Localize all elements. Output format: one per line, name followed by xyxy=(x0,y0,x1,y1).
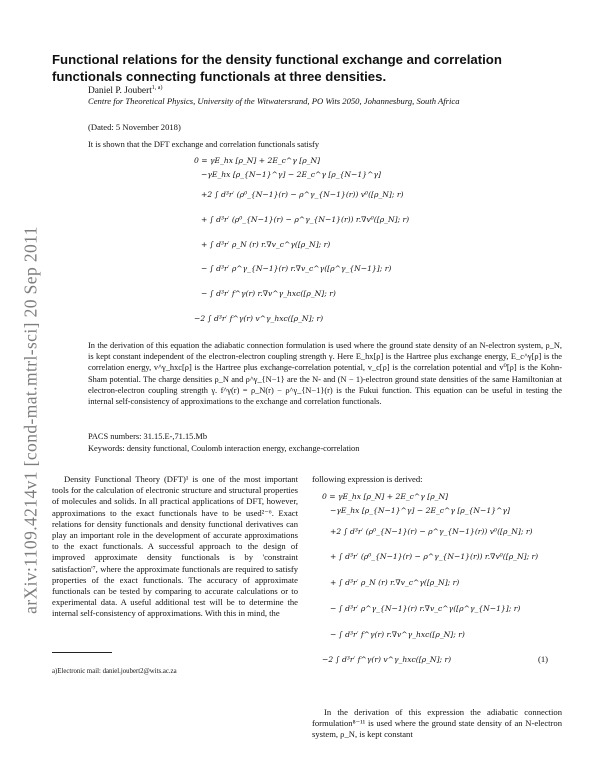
arxiv-identifier: arXiv:1109.4214v1 [cond-mat.mtrl-sci] 20 Sep 2011 xyxy=(20,226,41,614)
affiliation: Centre for Theoretical Physics, University of the Witwatersrand, PO Wits 2050, Johannesburg, South Africa xyxy=(88,96,460,106)
dated-line: (Dated: 5 November 2018) xyxy=(88,122,181,132)
equation-line: −2 ∫ d³r′ f^γ(r) v^γ_hxc([ρ_N]; r) xyxy=(322,655,452,664)
equation-line: −γE_hx [ρ_{N−1}^γ] − 2E_c^γ [ρ_{N−1}^γ] xyxy=(330,506,510,515)
abstract-equation xyxy=(194,156,554,334)
equation-1 xyxy=(322,492,562,702)
equation-line: 0 = γE_hx [ρ_N] + 2E_c^γ [ρ_N] xyxy=(322,492,449,501)
author-footnote-mark: 1, a) xyxy=(151,85,163,91)
equation-line: +2 ∫ d³r′ (ρ⁰_{N−1}(r) − ρ^γ_{N−1}(r)) v⁰([ρ_N]; r) xyxy=(330,527,533,536)
equation-line: − ∫ d³r′ f^γ(r) r.∇v^γ_hxc([ρ_N]; r) xyxy=(330,630,465,639)
equation-number: (1) xyxy=(538,654,549,664)
footnote-rule xyxy=(52,652,112,653)
keywords: Keywords: density functional, Coulomb interaction energy, exchange-correlation xyxy=(88,444,360,453)
body-right-intro: following expression is derived: xyxy=(312,474,423,484)
author-name: Daniel P. Joubert xyxy=(88,86,152,97)
equation-line: −2 ∫ d³r′ f^γ(r) v^γ_hxc([ρ_N]; r) xyxy=(194,314,324,323)
equation-line: + ∫ d³r′ ρ_N (r) r.∇v_c^γ([ρ_N]; r) xyxy=(330,578,460,587)
body-left-column: Density Functional Theory (DFT)¹ is one of the most important tools for the calculation of electronic structure and structural properties of molecules and solids. In all practical applications of DFT, however, approximations to the exact functionals have to be used²⁻⁶. Exact relations for density functionals and density functional derivatives can play an important role in the development of accurate approximations to the exact functionals. A successful approach to the design of improved approximate density functionals is by 'constraint satisfaction'⁷, where the approximate functionals are required to satisfy properties of the exact functionals. The accuracy of approximate functionals can be tested by comparing to accurate calculations or to experimental data. A useful additional test will be to determine the internal self-consistency of approximations. With this in mind, the xyxy=(52,474,298,619)
paper-title: Functional relations for the density functional exchange and correlation functionals connecting functionals at three densities. xyxy=(52,52,502,84)
abstract-text: In the derivation of this equation the adiabatic connection formulation is used where the ground state density of an N-electron system, ρ_N, is kept constant independent of the electron-electron coupling strength γ. Here E_hx[ρ] is the Hartree plus exchange energy, E_c^γ[ρ] is the correlation energy, v^γ_hxc[ρ] is the Hartree plus exchange-correlation potential, v_c[ρ] is the correlation potential and v⁰[ρ] is the Kohn-Sham potential. The charge densities ρ_N and ρ^γ_{N−1} are the N- and (N − 1)-electron ground state densities of the same Hamiltonian at electron-electron coupling strength γ. f^γ(r) = ρ_N(r) − ρ^γ_{N−1}(r) is the Fukui function. This equation can be useful in testing the internal self-consistency of approximations to the exchange and correlation functionals. xyxy=(88,341,562,407)
equation-line: +2 ∫ d³r′ (ρ⁰_{N−1}(r) − ρ^γ_{N−1}(r)) v⁰([ρ_N]; r) xyxy=(201,190,404,199)
author xyxy=(88,85,162,96)
equation-line: 0 = γE_hx [ρ_N] + 2E_c^γ [ρ_N] xyxy=(194,156,321,165)
body-right-bottom: In the derivation of this expression the adiabatic connection formulation⁸⁻¹¹ is used where the ground state density of an N-electron system, ρ_N, is kept constant xyxy=(312,707,562,740)
equation-line: + ∫ d³r′ (ρ⁰_{N−1}(r) − ρ^γ_{N−1}(r)) r.∇v⁰([ρ_N]; r) xyxy=(330,552,539,561)
arxiv-stamp xyxy=(18,170,44,670)
equation-line: − ∫ d³r′ f^γ(r) r.∇v^γ_hxc([ρ_N]; r) xyxy=(201,289,336,298)
equation-line: + ∫ d³r′ ρ_N (r) r.∇v_c^γ([ρ_N]; r) xyxy=(201,240,331,249)
equation-line: − ∫ d³r′ ρ^γ_{N−1}(r) r.∇v_c^γ([ρ^γ_{N−1}]; r) xyxy=(330,604,521,613)
equation-line: − ∫ d³r′ ρ^γ_{N−1}(r) r.∇v_c^γ([ρ^γ_{N−1}]; r) xyxy=(201,264,392,273)
footnote: a)Electronic mail: daniel.joubert2@wits.ac.za xyxy=(52,668,177,675)
abstract-intro: It is shown that the DFT exchange and correlation functionals satisfy xyxy=(88,140,320,149)
equation-line: + ∫ d³r′ (ρ⁰_{N−1}(r) − ρ^γ_{N−1}(r)) r.∇v⁰([ρ_N]; r) xyxy=(201,215,410,224)
equation-line: −γE_hx [ρ_{N−1}^γ] − 2E_c^γ [ρ_{N−1}^γ] xyxy=(201,170,381,179)
pacs-numbers: PACS numbers: 31.15.E-,71.15.Mb xyxy=(88,432,208,441)
